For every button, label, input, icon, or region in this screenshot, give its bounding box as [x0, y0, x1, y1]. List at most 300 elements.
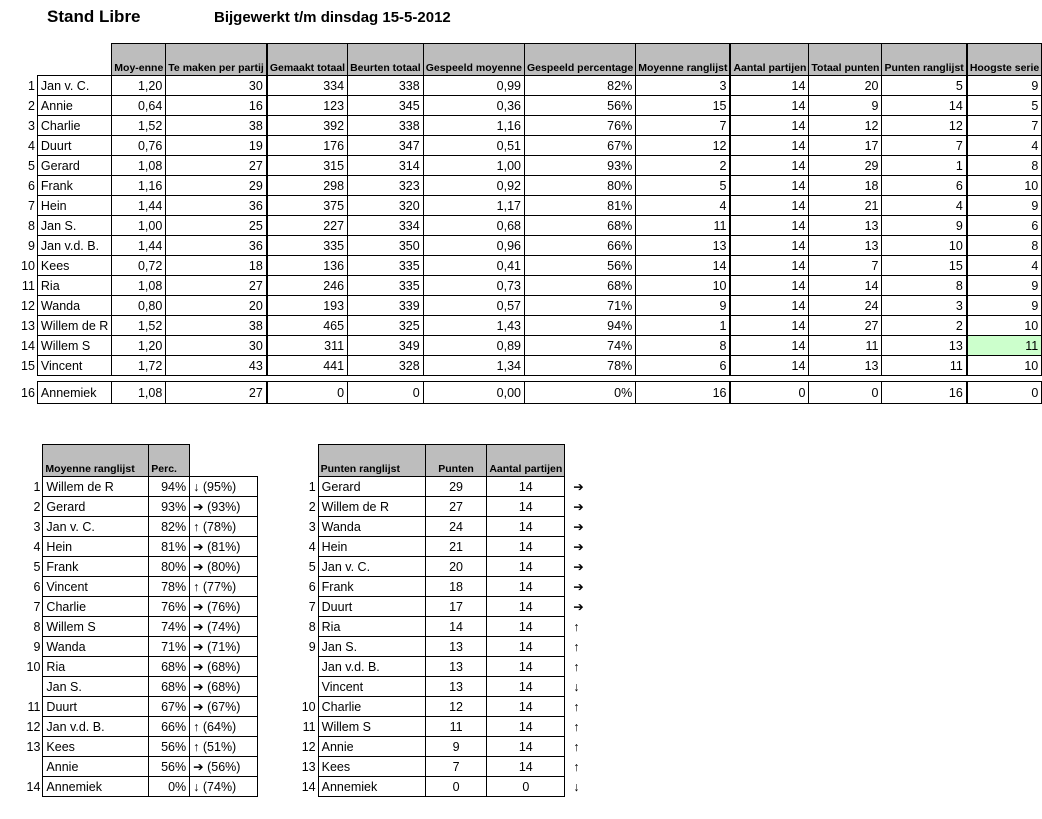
totaal-punten-cell: 21 — [809, 196, 882, 216]
previous-percentage: (56%) — [207, 760, 241, 774]
previous-percentage: (64%) — [202, 719, 237, 734]
table-row — [18, 617, 258, 637]
player-name: Frank — [318, 577, 425, 597]
punten-cell: 29 — [425, 477, 487, 497]
player-name: Annie — [318, 737, 425, 757]
gespeeld-moyenne-cell: 0,89 — [423, 336, 524, 356]
table-row — [18, 597, 258, 617]
previous-percentage: (93%) — [207, 500, 241, 514]
te-maken-cell: 36 — [166, 236, 267, 256]
punten-cell: 20 — [425, 557, 487, 577]
punten-ranglijst-cell: 11 — [882, 356, 966, 376]
aantal-partijen-cell: 14 — [731, 196, 809, 216]
te-maken-cell: 25 — [166, 216, 267, 236]
gemaakt-cell: 227 — [267, 216, 347, 236]
trend-arrow-icon: ↑ — [573, 719, 580, 734]
totaal-punten-cell: 0 — [809, 382, 882, 404]
rank-number: 7 — [33, 599, 41, 614]
rank-number: 11 — [27, 699, 41, 714]
punten-ranglijst-cell: 1 — [882, 156, 966, 176]
previous-percentage: (74%) — [202, 779, 237, 794]
gespeeld-moyenne-cell: 0,36 — [423, 96, 524, 116]
previous-percentage-cell — [190, 597, 258, 617]
player-name: Frank — [43, 557, 149, 577]
table-row — [18, 497, 258, 517]
punten-cell: 27 — [425, 497, 487, 517]
percentage-cell: 82% — [149, 517, 190, 537]
gemaakt-cell: 136 — [267, 256, 347, 276]
moyenne-ranglijst-cell: 1 — [636, 316, 730, 336]
punten-cell: 17 — [425, 597, 487, 617]
player-name: Jan v. C. — [318, 557, 425, 577]
player-name: Gerard — [318, 477, 425, 497]
gemaakt-cell: 246 — [267, 276, 347, 296]
punten-cell: 0 — [425, 777, 487, 797]
trend-arrow-icon: ➔ — [573, 540, 584, 554]
punten-cell: 11 — [425, 717, 487, 737]
percentage-cell: 68% — [149, 677, 190, 697]
rank-number: 12 — [26, 719, 41, 734]
beurten-cell: 350 — [348, 236, 424, 256]
gespeeld-moyenne-cell: 1,43 — [423, 316, 524, 336]
te-maken-cell: 38 — [166, 116, 267, 136]
moyenne-cell: 1,20 — [112, 76, 166, 96]
trend-arrow-icon: ↑ — [193, 579, 200, 594]
moyenne-ranglijst-cell: 5 — [636, 176, 730, 196]
percentage-cell: 56% — [149, 737, 190, 757]
trend-arrow-icon: ↑ — [193, 519, 200, 534]
player-name: Jan S. — [318, 637, 425, 657]
hoogste-serie-cell: 10 — [967, 316, 1041, 336]
percentage-cell: 93% — [149, 497, 190, 517]
rank-number: 9 — [27, 238, 35, 253]
update-date: Bijgewerkt t/m dinsdag 15-5-2012 — [214, 9, 451, 26]
beurten-cell: 339 — [348, 296, 424, 316]
table-row — [290, 777, 600, 797]
rank-number: 4 — [308, 539, 316, 554]
punten-ranglijst-cell: 7 — [882, 136, 966, 156]
totaal-punten-cell: 14 — [809, 276, 882, 296]
player-name: Annemiek — [37, 382, 111, 404]
punten-cell: 13 — [425, 637, 487, 657]
moyenne-ranglijst-cell: 11 — [636, 216, 730, 236]
rank-number: 14 — [26, 779, 41, 794]
previous-percentage: (95%) — [202, 479, 237, 494]
col-aantal-partijen: Aantal partijen — [731, 44, 809, 76]
moyenne-cell: 1,44 — [112, 236, 166, 256]
col-perc: Perc. — [149, 445, 190, 477]
trend-arrow-icon: ↓ — [193, 479, 200, 494]
rank-number: 5 — [27, 158, 35, 173]
table-row — [290, 697, 600, 717]
player-name: Ria — [318, 617, 425, 637]
col-te-maken: Te maken per partij — [166, 44, 267, 76]
rank-number: 2 — [33, 499, 41, 514]
beurten-cell: 335 — [348, 276, 424, 296]
beurten-cell: 0 — [348, 382, 424, 404]
table-row — [290, 717, 600, 737]
te-maken-cell: 16 — [166, 96, 267, 116]
aantal-partijen-cell: 14 — [731, 336, 809, 356]
table-row — [18, 136, 1042, 156]
aantal-partijen-cell: 14 — [487, 517, 565, 537]
player-name: Jan S. — [37, 216, 111, 236]
player-name: Vincent — [318, 677, 425, 697]
rank-number: 7 — [27, 198, 35, 213]
previous-percentage: (81%) — [207, 540, 241, 554]
trend-arrow-icon: ➔ — [573, 600, 584, 614]
col-gespeeld-moyenne: Gespeeld moyenne — [423, 44, 524, 76]
table-row — [18, 176, 1042, 196]
previous-percentage: (51%) — [202, 739, 237, 754]
gespeeld-moyenne-cell: 0,57 — [423, 296, 524, 316]
aantal-partijen-cell: 14 — [731, 136, 809, 156]
table-row — [290, 737, 600, 757]
te-maken-cell: 29 — [166, 176, 267, 196]
gemaakt-cell: 176 — [267, 136, 347, 156]
player-name: Willem S — [43, 617, 149, 637]
gespeeld-percentage-cell: 0% — [524, 382, 635, 404]
percentage-cell: 76% — [149, 597, 190, 617]
aantal-partijen-cell: 14 — [487, 757, 565, 777]
totaal-punten-cell: 13 — [809, 236, 882, 256]
player-name: Kees — [43, 737, 149, 757]
table-row — [18, 256, 1042, 276]
moyenne-ranglijst-cell: 3 — [636, 76, 730, 96]
col-hoogste-serie: Hoogste serie — [967, 44, 1041, 76]
player-name: Willem S — [37, 336, 111, 356]
table-row — [18, 236, 1042, 256]
aantal-partijen-cell: 14 — [731, 216, 809, 236]
moyenne-ranglijst-cell: 15 — [636, 96, 730, 116]
player-name: Hein — [318, 537, 425, 557]
moyenne-ranglijst-cell: 16 — [636, 382, 730, 404]
totaal-punten-cell: 13 — [809, 216, 882, 236]
col-gemaakt: Gemaakt totaal — [267, 44, 347, 76]
player-name: Duurt — [37, 136, 111, 156]
previous-percentage-cell — [190, 657, 258, 677]
rank-number: 4 — [33, 539, 41, 554]
moyenne-ranglijst-cell: 2 — [636, 156, 730, 176]
moyenne-cell: 1,52 — [112, 316, 166, 336]
rank-number: 14 — [301, 779, 316, 794]
rank-number: 8 — [308, 619, 316, 634]
gespeeld-percentage-cell: 56% — [524, 96, 635, 116]
table-row — [18, 96, 1042, 116]
percentage-cell: 81% — [149, 537, 190, 557]
punten-ranglijst-cell: 16 — [882, 382, 966, 404]
punten-ranglijst-cell: 4 — [882, 196, 966, 216]
table-row — [18, 517, 258, 537]
te-maken-cell: 18 — [166, 256, 267, 276]
te-maken-cell: 30 — [166, 76, 267, 96]
beurten-cell: 325 — [348, 316, 424, 336]
rank-number: 3 — [308, 519, 316, 534]
te-maken-cell: 43 — [166, 356, 267, 376]
previous-percentage: (77%) — [202, 579, 237, 594]
beurten-cell: 334 — [348, 216, 424, 236]
percentage-cell: 56% — [149, 757, 190, 777]
player-name: Frank — [37, 176, 111, 196]
trend-arrow-icon: ↑ — [193, 719, 200, 734]
beurten-cell: 347 — [348, 136, 424, 156]
player-name: Jan v. C. — [43, 517, 149, 537]
beurten-cell: 320 — [348, 196, 424, 216]
player-name: Duurt — [318, 597, 425, 617]
hoogste-serie-cell: 7 — [967, 116, 1041, 136]
table-row — [18, 382, 1042, 404]
previous-percentage: (76%) — [207, 600, 241, 614]
gespeeld-percentage-cell: 82% — [524, 76, 635, 96]
table-row — [18, 76, 1042, 96]
trend-arrow-icon: ➔ — [193, 540, 204, 554]
table-row — [18, 156, 1042, 176]
te-maken-cell: 19 — [166, 136, 267, 156]
moyenne-cell: 1,00 — [112, 216, 166, 236]
previous-percentage-cell — [190, 477, 258, 497]
rank-number: 13 — [21, 318, 35, 333]
percentage-cell: 0% — [149, 777, 190, 797]
punten-ranking-table — [290, 444, 600, 797]
previous-percentage: (78%) — [202, 519, 237, 534]
table-row — [290, 757, 600, 777]
totaal-punten-cell: 12 — [809, 116, 882, 136]
aantal-partijen-cell: 14 — [731, 316, 809, 336]
gespeeld-moyenne-cell: 1,16 — [423, 116, 524, 136]
table-row — [290, 517, 600, 537]
gespeeld-moyenne-cell: 0,68 — [423, 216, 524, 236]
player-name: Hein — [37, 196, 111, 216]
rank-number: 10 — [26, 659, 41, 674]
moyenne-ranking-table — [18, 444, 258, 797]
moyenne-cell: 0,72 — [112, 256, 166, 276]
table-row — [18, 336, 1042, 356]
previous-percentage-cell — [190, 577, 258, 597]
aantal-partijen-cell: 0 — [731, 382, 809, 404]
hoogste-serie-cell: 6 — [967, 216, 1041, 236]
gespeeld-moyenne-cell: 0,96 — [423, 236, 524, 256]
table-row — [18, 276, 1042, 296]
totaal-punten-cell: 13 — [809, 356, 882, 376]
totaal-punten-cell: 7 — [809, 256, 882, 276]
totaal-punten-cell: 17 — [809, 136, 882, 156]
punten-ranglijst-cell: 12 — [882, 116, 966, 136]
player-name: Gerard — [37, 156, 111, 176]
trend-arrow-icon: ↑ — [573, 739, 580, 754]
totaal-punten-cell: 24 — [809, 296, 882, 316]
te-maken-cell: 27 — [166, 156, 267, 176]
beurten-cell: 345 — [348, 96, 424, 116]
rank-number: 15 — [21, 358, 35, 373]
punten-cell: 7 — [425, 757, 487, 777]
moyenne-cell: 1,08 — [112, 382, 166, 404]
trend-arrow-icon: ➔ — [193, 680, 204, 694]
player-name: Charlie — [43, 597, 149, 617]
trend-arrow-icon: ➔ — [193, 620, 204, 634]
beurten-cell: 338 — [348, 76, 424, 96]
table-row — [290, 597, 600, 617]
hoogste-serie-cell: 10 — [967, 176, 1041, 196]
trend-arrow-icon: ↑ — [573, 619, 580, 634]
previous-percentage-cell — [190, 557, 258, 577]
table-row — [290, 537, 600, 557]
previous-percentage-cell — [190, 617, 258, 637]
rank-number: 5 — [33, 559, 41, 574]
previous-percentage-cell — [190, 777, 258, 797]
player-name: Willem S — [318, 717, 425, 737]
trend-arrow-icon: ➔ — [193, 760, 204, 774]
aantal-partijen-cell: 14 — [731, 96, 809, 116]
punten-cell: 13 — [425, 677, 487, 697]
beurten-cell: 349 — [348, 336, 424, 356]
trend-arrow-icon: ➔ — [573, 580, 584, 594]
moyenne-ranglijst-cell: 8 — [636, 336, 730, 356]
player-name: Duurt — [43, 697, 149, 717]
te-maken-cell: 38 — [166, 316, 267, 336]
gespeeld-percentage-cell: 56% — [524, 256, 635, 276]
beurten-cell: 323 — [348, 176, 424, 196]
gemaakt-cell: 123 — [267, 96, 347, 116]
table-row — [18, 777, 258, 797]
player-name: Ria — [43, 657, 149, 677]
gespeeld-moyenne-cell: 1,34 — [423, 356, 524, 376]
percentage-cell: 78% — [149, 577, 190, 597]
moyenne-cell: 1,52 — [112, 116, 166, 136]
player-name: Willem de R — [43, 477, 149, 497]
player-name: Willem de R — [318, 497, 425, 517]
totaal-punten-cell: 20 — [809, 76, 882, 96]
gespeeld-percentage-cell: 76% — [524, 116, 635, 136]
gemaakt-cell: 193 — [267, 296, 347, 316]
rank-number: 11 — [302, 719, 316, 734]
hoogste-serie-cell: 9 — [967, 296, 1041, 316]
beurten-cell: 335 — [348, 256, 424, 276]
aantal-partijen-cell: 14 — [487, 717, 565, 737]
player-name: Annemiek — [318, 777, 425, 797]
gemaakt-cell: 298 — [267, 176, 347, 196]
punten-ranglijst-cell: 3 — [882, 296, 966, 316]
punten-ranglijst-cell: 9 — [882, 216, 966, 236]
player-name: Gerard — [43, 497, 149, 517]
table-row — [18, 116, 1042, 136]
trend-arrow-icon: ↓ — [193, 779, 200, 794]
previous-percentage: (71%) — [207, 640, 241, 654]
table-row — [290, 497, 600, 517]
te-maken-cell: 27 — [166, 276, 267, 296]
aantal-partijen-cell: 14 — [731, 256, 809, 276]
previous-percentage: (68%) — [207, 680, 241, 694]
table-row — [18, 296, 1042, 316]
aantal-partijen-cell: 14 — [731, 156, 809, 176]
punten-ranglijst-cell: 13 — [882, 336, 966, 356]
rank-number: 1 — [33, 479, 41, 494]
rank-number: 2 — [308, 499, 316, 514]
table-row — [18, 316, 1042, 336]
gespeeld-moyenne-cell: 1,00 — [423, 156, 524, 176]
moyenne-ranglijst-cell: 9 — [636, 296, 730, 316]
gespeeld-percentage-cell: 94% — [524, 316, 635, 336]
punten-cell: 13 — [425, 657, 487, 677]
table-row — [18, 557, 258, 577]
player-name: Ria — [37, 276, 111, 296]
previous-percentage-cell — [190, 637, 258, 657]
trend-arrow-icon: ➔ — [193, 600, 204, 614]
hoogste-serie-cell: 11 — [967, 336, 1041, 356]
gemaakt-cell: 311 — [267, 336, 347, 356]
percentage-cell: 67% — [149, 697, 190, 717]
beurten-cell: 338 — [348, 116, 424, 136]
trend-arrow-icon: ➔ — [573, 560, 584, 574]
moyenne-cell: 1,08 — [112, 276, 166, 296]
rank-number: 13 — [301, 759, 316, 774]
rank-number: 7 — [308, 599, 316, 614]
player-name: Vincent — [37, 356, 111, 376]
previous-percentage-cell — [190, 757, 258, 777]
moyenne-ranglijst-cell: 7 — [636, 116, 730, 136]
trend-arrow-icon: ➔ — [573, 500, 584, 514]
previous-percentage: (74%) — [207, 620, 241, 634]
moyenne-ranglijst-cell: 10 — [636, 276, 730, 296]
gespeeld-percentage-cell: 68% — [524, 276, 635, 296]
punten-ranglijst-cell: 15 — [882, 256, 966, 276]
gespeeld-percentage-cell: 71% — [524, 296, 635, 316]
punten-ranglijst-cell: 8 — [882, 276, 966, 296]
gemaakt-cell: 441 — [267, 356, 347, 376]
aantal-partijen-cell: 14 — [731, 356, 809, 376]
trend-arrow-icon: ↑ — [573, 659, 580, 674]
te-maken-cell: 27 — [166, 382, 267, 404]
punten-ranglijst-cell: 14 — [882, 96, 966, 116]
col-moyenne-ranglijst: Moyenne ranglijst — [636, 44, 730, 76]
player-name: Wanda — [37, 296, 111, 316]
percentage-cell: 74% — [149, 617, 190, 637]
gespeeld-percentage-cell: 68% — [524, 216, 635, 236]
rank-number: 11 — [21, 278, 35, 293]
moyenne-cell: 1,72 — [112, 356, 166, 376]
hoogste-serie-cell: 9 — [967, 276, 1041, 296]
gespeeld-percentage-cell: 81% — [524, 196, 635, 216]
table-row — [18, 216, 1042, 236]
player-name: Vincent — [43, 577, 149, 597]
previous-percentage: (67%) — [207, 700, 241, 714]
moyenne-cell: 0,64 — [112, 96, 166, 116]
gespeeld-percentage-cell: 93% — [524, 156, 635, 176]
previous-percentage-cell — [190, 697, 258, 717]
percentage-cell: 68% — [149, 657, 190, 677]
hoogste-serie-cell: 9 — [967, 76, 1041, 96]
gespeeld-percentage-cell: 78% — [524, 356, 635, 376]
totaal-punten-cell: 29 — [809, 156, 882, 176]
rank-number: 1 — [308, 479, 316, 494]
table-row — [18, 697, 258, 717]
table-row — [18, 196, 1042, 216]
trend-arrow-icon: ➔ — [193, 660, 204, 674]
aantal-partijen-cell: 14 — [487, 697, 565, 717]
player-name: Charlie — [318, 697, 425, 717]
rank-number — [18, 677, 43, 697]
player-name: Jan v.d. B. — [37, 236, 111, 256]
trend-arrow-icon: ↑ — [573, 699, 580, 714]
rank-number: 8 — [27, 218, 35, 233]
hoogste-serie-cell: 9 — [967, 196, 1041, 216]
aantal-partijen-cell: 14 — [731, 296, 809, 316]
player-name: Kees — [37, 256, 111, 276]
rank-number — [290, 657, 318, 677]
col-gespeeld-percentage: Gespeeld percentage — [524, 44, 635, 76]
rank-number — [290, 677, 318, 697]
gespeeld-moyenne-cell: 0,73 — [423, 276, 524, 296]
aantal-partijen-cell: 14 — [487, 477, 565, 497]
